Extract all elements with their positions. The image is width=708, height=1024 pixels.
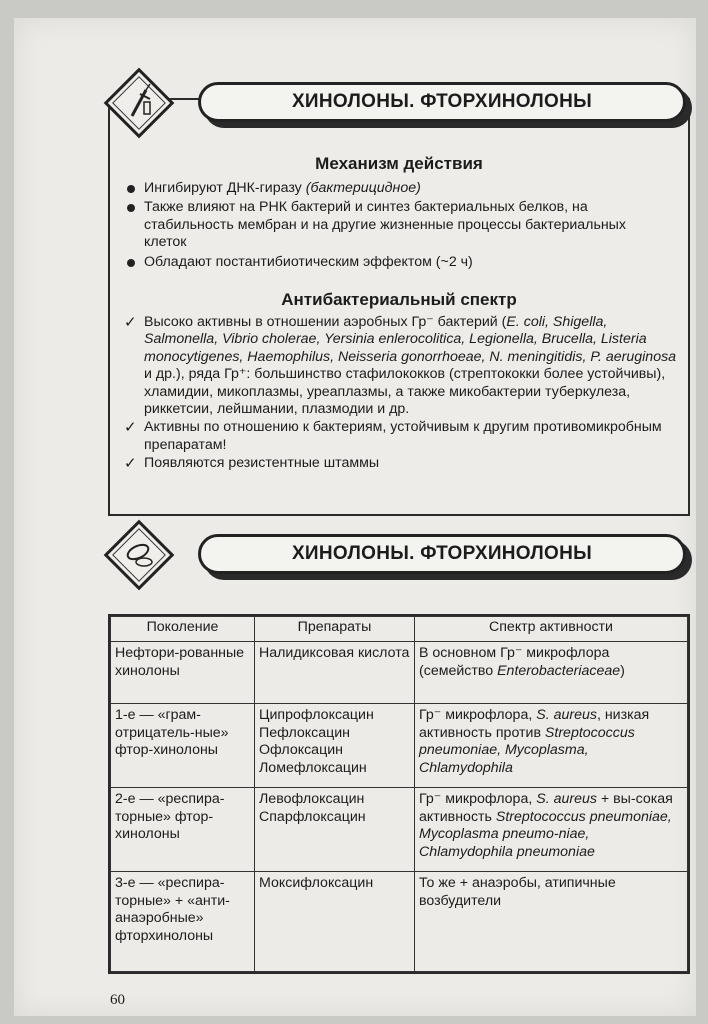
check-icon: ✓ [124, 419, 137, 437]
drugs-cell: Левофлоксацин Спарфлоксацин [255, 788, 415, 872]
list-item: Также влияют на РНК бактерий и синтез бактериальных белков, на стабильность мембран и на другие жизненные процессы бактериальных клеток [124, 199, 644, 251]
pill-icon [102, 518, 178, 594]
bullet-icon [127, 259, 135, 267]
list-item: Ингибируют ДНК-гиразу (бактерицидное) [124, 180, 684, 197]
generation-cell: 3-е — «респира-торные» + «анти-анаэробные» фторхинолоны [111, 872, 255, 972]
generation-cell: 2-е — «респира-торные» фтор-хинолоны [111, 788, 255, 872]
section-title: ХИНОЛОНЫ. ФТОРХИНОЛОНЫ [198, 82, 686, 122]
list-item: ✓ Активны по отношению к бактериям, устойчивым к другим противомикробным препаратам! [124, 419, 662, 453]
book-page [14, 18, 696, 1016]
column-header: Поколение [111, 617, 255, 642]
table-row [111, 872, 688, 972]
bullet-icon [127, 185, 135, 193]
list-item: ✓ Высоко активны в отношении аэробных Гр⁻ бактерий (E. coli, Shigella, Salmonella, Vibrio cholerae, Yersinia enlerocolitica, Legionella, Brucella, Listeria monocytigenes, Haemophilus, Neisseria gonorrhoeae, N. meningitidis, P. aeruginosa и др.), ряда Гр⁺: большинство стафилококков (стрептококки более устойчивы), хламидии, микоплазмы, уреаплазмы, а также микобактерии туберкулеза, риккетсии, лейшмании, плазмодии и др. [124, 314, 677, 418]
generation-cell: Нефтори-рованные хинолоны [111, 642, 255, 704]
column-header: Спектр активности [415, 617, 688, 642]
column-header: Препараты [255, 617, 415, 642]
spectrum-cell: В основном Гр⁻ микрофлора (семейство Enterobacteriaceae) [415, 642, 688, 704]
check-icon: ✓ [124, 314, 137, 331]
mechanism-heading: Механизм действия [315, 154, 483, 173]
generations-table [110, 616, 688, 972]
spectrum-cell: Гр⁻ микрофлора, S. aureus, низкая активность против Streptococcus pneumoniae, Mycoplasma, Chlamydophila [415, 704, 688, 788]
mechanism-section [108, 98, 690, 516]
generations-table-section [108, 614, 690, 974]
spectrum-cell: Гр⁻ микрофлора, S. aureus + вы-сокая активность Streptococcus pneumoniae, Mycoplasma pneumo-niae, Chlamydophila pneumoniae [415, 788, 688, 872]
page-number: 60 [110, 992, 125, 1008]
drugs-cell: Ципрофлоксацин Пефлоксацин Офлоксацин Ломефлоксацин [255, 704, 415, 788]
section-title: ХИНОЛОНЫ. ФТОРХИНОЛОНЫ [198, 534, 686, 574]
list-item: Обладают постантибиотическим эффектом (~2 ч) [124, 254, 684, 271]
spectrum-heading: Антибактериальный спектр [281, 290, 517, 309]
table-row [111, 788, 688, 872]
check-icon: ✓ [124, 455, 137, 473]
spectrum-cell: То же + анаэробы, атипичные возбудители [415, 872, 688, 972]
list-item: ✓ Появляются резистентные штаммы [124, 455, 380, 473]
drugs-cell: Налидиксовая кислота [255, 642, 415, 704]
drugs-cell: Моксифлоксацин [255, 872, 415, 972]
generation-cell: 1-е — «грам-отрицатель-ные» фтор-хинолоны [111, 704, 255, 788]
table-row [111, 642, 688, 704]
spectrum-list [124, 314, 684, 473]
bullet-icon [127, 204, 135, 212]
table-row [111, 704, 688, 788]
mechanism-list [124, 180, 684, 271]
table-header-row [111, 617, 688, 642]
syringe-icon [102, 66, 178, 142]
